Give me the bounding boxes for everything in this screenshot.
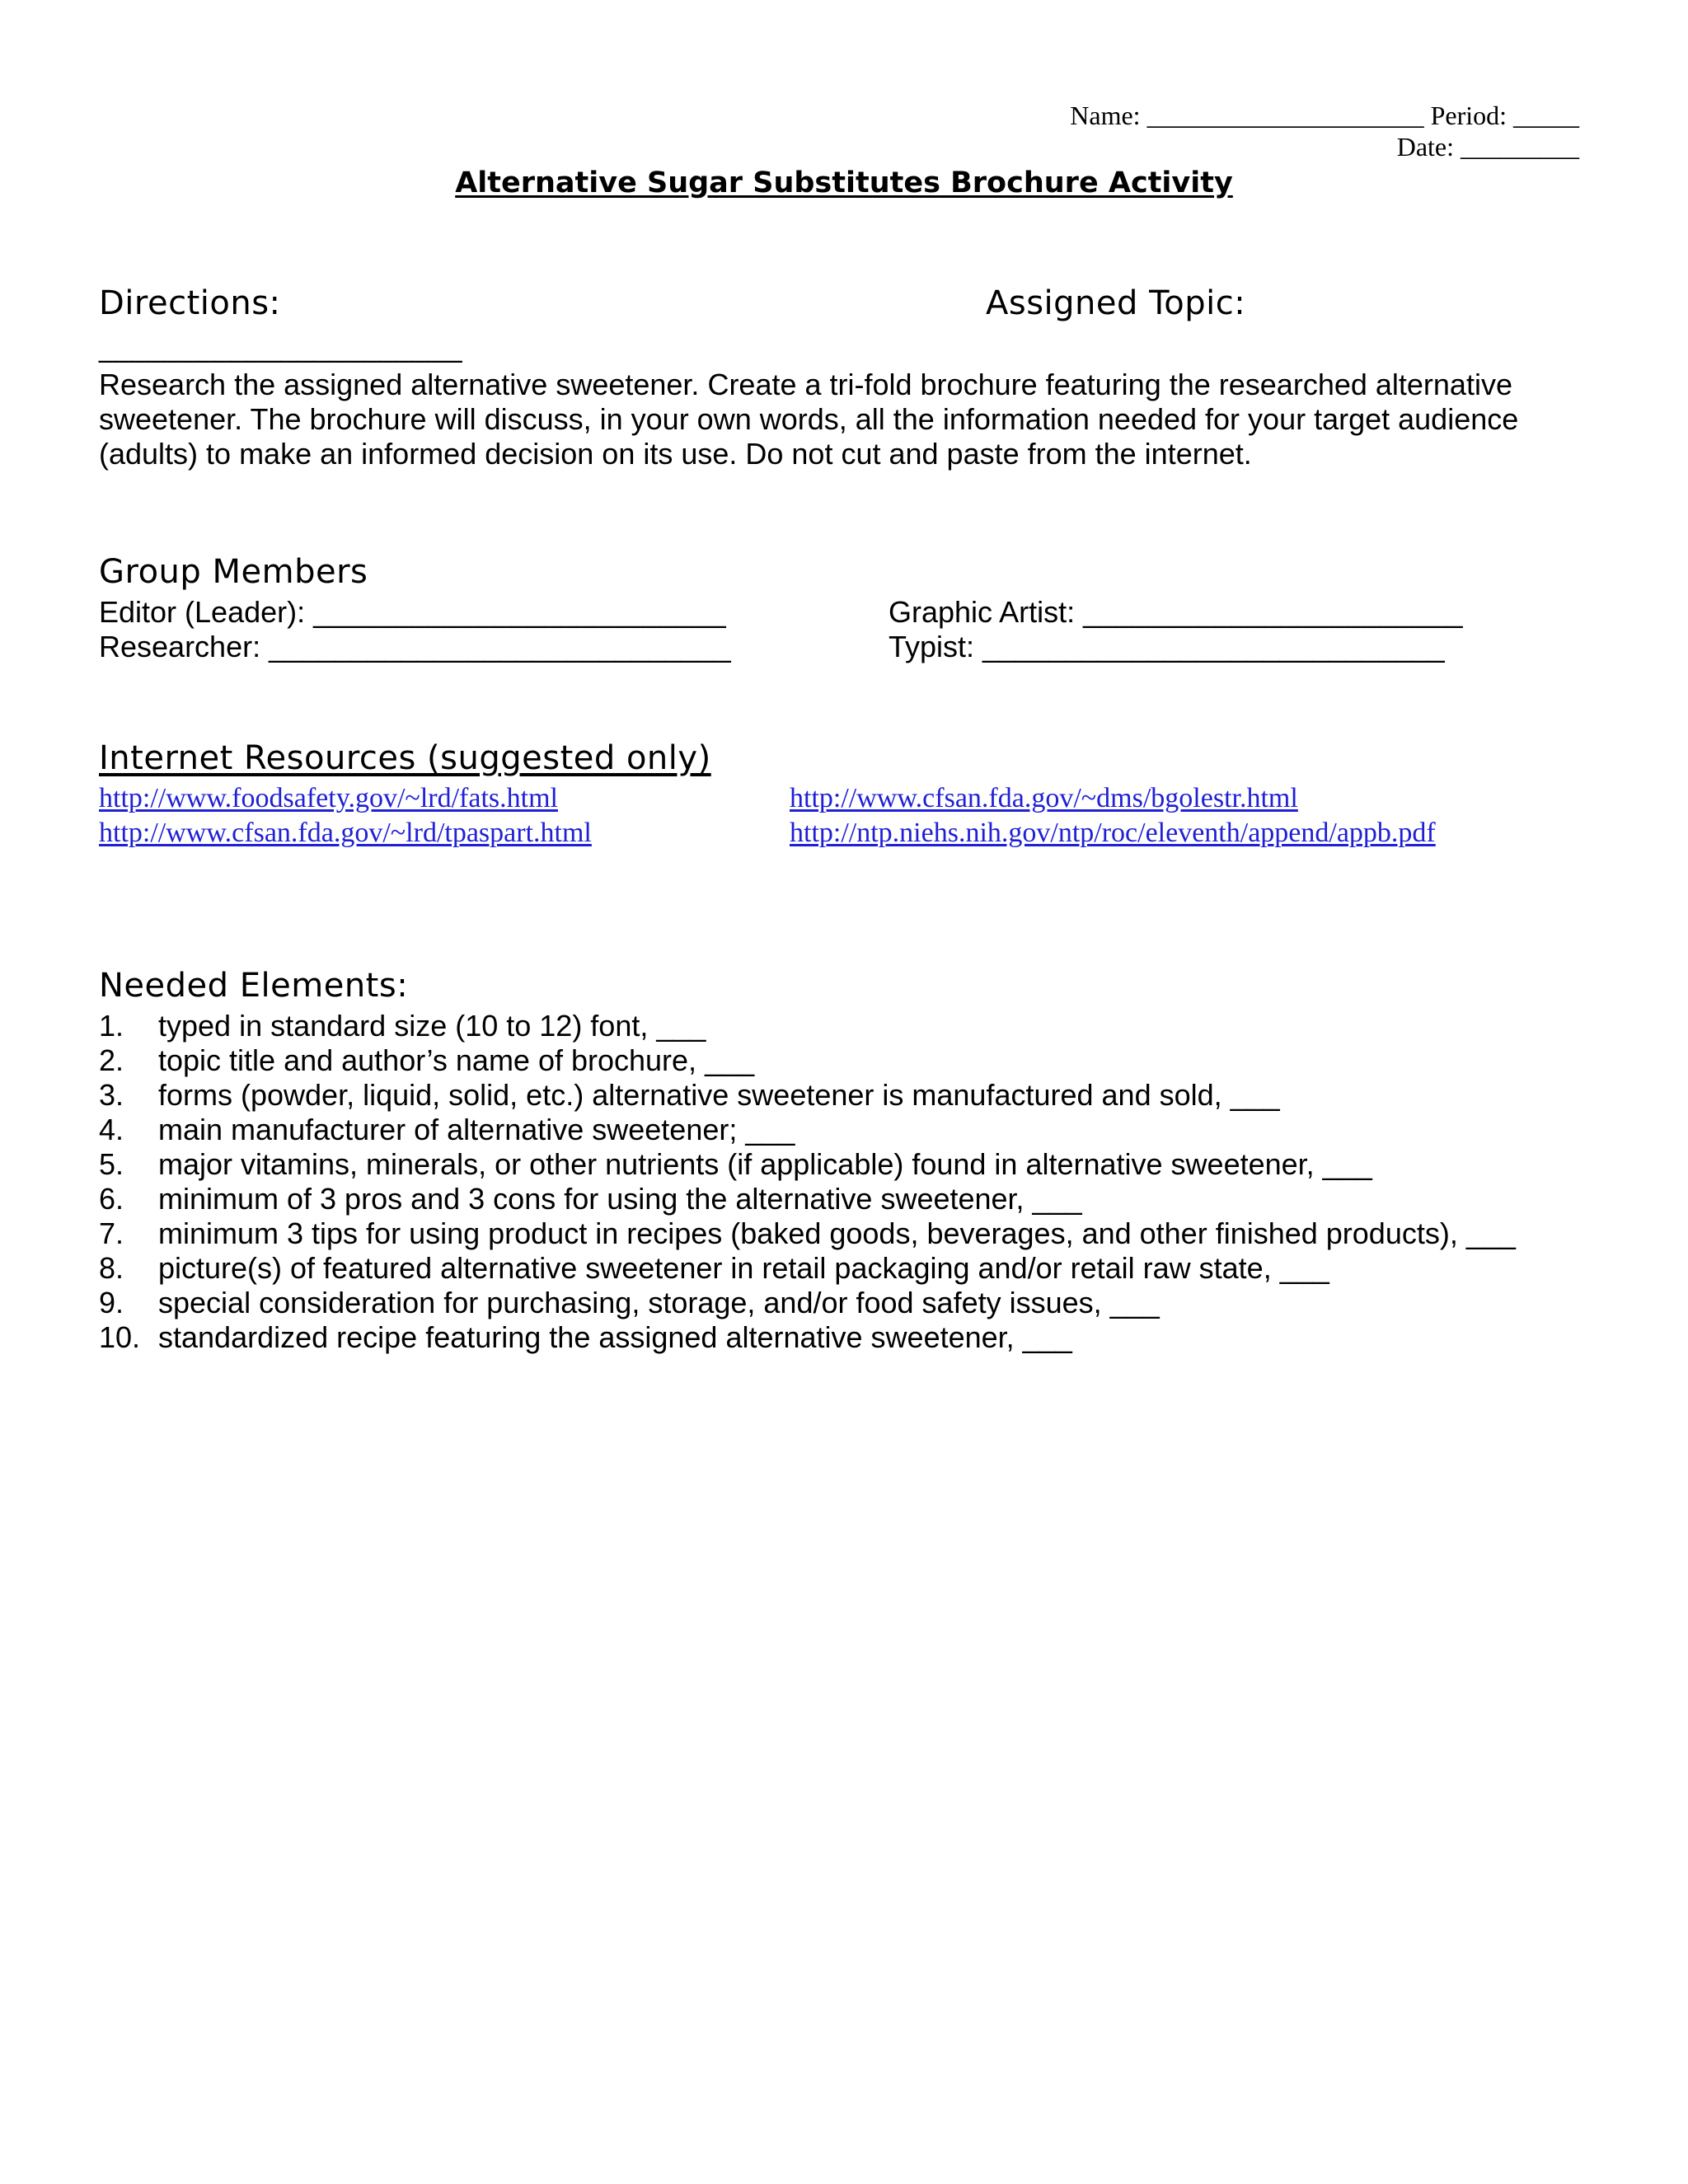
list-item-number: 1. — [99, 1009, 124, 1043]
list-item-text: special consideration for purchasing, storage, and/or food safety issues, ___ — [158, 1286, 1160, 1319]
list-item-number: 4. — [99, 1113, 124, 1146]
list-item-text: minimum of 3 pros and 3 cons for using the alternative sweetener, ___ — [158, 1182, 1082, 1216]
resource-link-tpaspart[interactable]: http://www.cfsan.fda.gov/~lrd/tpaspart.html — [99, 818, 592, 848]
group-members-heading: Group Members — [99, 553, 368, 591]
directions-heading: Directions: — [99, 284, 281, 322]
list-item-text: typed in standard size (10 to 12) font, ___ — [158, 1009, 706, 1043]
resource-link-appb[interactable]: http://ntp.niehs.nih.gov/ntp/roc/eleventh/append/appb.pdf — [790, 818, 1436, 848]
list-item-text: standardized recipe featuring the assigned alternative sweetener, ___ — [158, 1320, 1072, 1354]
researcher-field: Researcher: ____________________________ — [99, 630, 731, 663]
list-item-text: picture(s) of featured alternative sweetener in retail packaging and/or retail raw state, ___ — [158, 1251, 1329, 1285]
list-item-text: main manufacturer of alternative sweetener; ___ — [158, 1113, 795, 1146]
list-item-number: 2. — [99, 1043, 124, 1077]
needed-elements-heading: Needed Elements: — [99, 967, 409, 1005]
resources-heading: Internet Resources (suggested only) — [99, 739, 711, 777]
resource-link-fats[interactable]: http://www.foodsafety.gov/~lrd/fats.html — [99, 783, 558, 813]
list-item-text: forms (powder, liquid, solid, etc.) alternative sweetener is manufactured and sold, ___ — [158, 1078, 1280, 1112]
list-item-number: 9. — [99, 1286, 124, 1319]
directions-paragraph: Research the assigned alternative sweetener. Create a tri-fold brochure featuring the researched alternative sweetener. The brochure will discuss, in your own words, all the information needed for your target audience (adults) to make an informed decision on its use. Do not cut and paste from the internet. — [99, 368, 1519, 471]
assigned-topic-blank: ______________________ — [99, 330, 462, 363]
list-item-number: 6. — [99, 1182, 124, 1216]
list-item-text: minimum 3 tips for using product in recipes (baked goods, beverages, and other finished products), ___ — [158, 1216, 1516, 1250]
page-title: Alternative Sugar Substitutes Brochure Activity — [455, 166, 1233, 199]
graphic-artist-field: Graphic Artist: _______________________ — [889, 595, 1463, 629]
typist-field: Typist: ____________________________ — [889, 630, 1445, 663]
editor-field: Editor (Leader): _________________________ — [99, 595, 726, 629]
date-line: Date: _________ — [1396, 132, 1579, 162]
list-item-text: major vitamins, minerals, or other nutrients (if applicable) found in alternative sweetener, ___ — [158, 1147, 1372, 1181]
list-item-number: 8. — [99, 1251, 124, 1285]
list-item-number: 7. — [99, 1216, 124, 1250]
list-item-number: 3. — [99, 1078, 124, 1112]
list-item-text: topic title and author’s name of brochure, ___ — [158, 1043, 755, 1077]
assigned-topic-heading: Assigned Topic: — [986, 284, 1246, 322]
list-item-number: 10. — [99, 1320, 141, 1354]
resource-link-bgolestr[interactable]: http://www.cfsan.fda.gov/~dms/bgolestr.html — [790, 783, 1298, 813]
list-item-number: 5. — [99, 1147, 124, 1181]
name-period-line: Name: _____________________ Period: _____ — [1070, 101, 1579, 130]
